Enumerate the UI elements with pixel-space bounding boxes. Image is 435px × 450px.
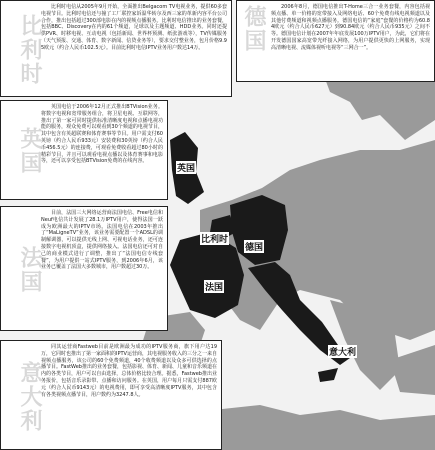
panel-germany-text: 2006年8月，德国电信推出T-Home三合一业务套餐，内容包括视频点播、单一价格的宽带接入及网络电话、60个免费有线电视频道以及其他付费频道和视频点播服务。德国电信的“家庭”套餐的价格约为60.84欧元（约合人民币627元）到90.84欧元（约合人民币935元）之间不等。德国电信计划在2007年年底发展100万IPTV用户，为此，它们将在开发德国国家高宽带光纤接入网络，为用户提供更快的上网服务，实现高清晰电视、流媒体视听电视等“三网合一”。 [271, 4, 430, 51]
panel-italy [0, 340, 222, 450]
side-label-belgium: 比利时 [17, 14, 42, 86]
panel-uk [0, 100, 168, 200]
side-label-germany: 德国 [241, 5, 266, 53]
panel-uk-text: 英国电信于2006年12月正式推出BTVision业务。将数字电视和宽带服务组合，将卫星电视、互联网等，推出了第一家可同时提供标准清晰度电视和点播电视功能的服务，观众免费可以观看到30个频道的电视节目，其中包含有英超联赛和体育赛事等节目。用户需支付60英镑（约合人民币933元）安装费和30英镑（约合人民币456.5元）的连接费，可观看免费收看超过80小时的精彩节目，并且可以观看电视点播以及体育赛事和电影等，还可以享受包括BTVision免费的在线内容。 [41, 104, 163, 165]
panel-france [0, 206, 168, 331]
map-label-uk: 英国 [176, 161, 196, 174]
map-label-germany: 德国 [244, 240, 264, 253]
side-label-uk: 英国 [17, 127, 42, 175]
panel-germany [236, 0, 435, 82]
panel-italy-text: 同其运营商Fastweb目前是欧洲最为成功的IPTV服务商，旗下用户达19万，它同时也推出了第一家面积的IPTV运营商，其电视服务收入的三分之一来自视频点播服务，该公司的60个免费频道，40个收费频道以及众多可供选择的点播节目。FastWeb推出的业务套餐，包括影视、体育、新闻、儿童和音乐频道在内的各类节目，用户可以自由选择，总体价格比较合理。据悉，Fastweb推出业务报价，包括音乐录影带、点播和访问服务。在英国，用户每月只需支付887欧元（约合人民币9143元）的电视费用，即可享受高清晰度IPTV服务，其中包含有各类视频点播节目，用户数约为3247.8人。 [41, 344, 217, 398]
map-label-italy: 意大利 [328, 345, 357, 358]
panel-belgium [0, 0, 232, 97]
side-label-italy: 意大利 [17, 361, 42, 433]
panel-france-text: 目前，法国三大网络运营商法国电信、Free电信和Neuf电信共计发展了28.1万IPTV用户，使得法国一跃成为欧洲最大的IPTV市场。法国电信在2003年推出了“MaLigneTV”业务，该业务需要配置一个ADSL的调制解调器，可以提供无线上网、可视电话业务，还可连接数字电视机顶盒，提供网络接入。法国电信还可对自己的商业模式进行了调整，推出了“法国电信专线套餐”，为用户提供一站式IPTV服务，到2006年6月，该业务已覆盖了法国大多数城市，用户数超过30万。 [41, 210, 163, 271]
map-label-france: 法国 [204, 280, 224, 293]
panel-belgium-text: 比利时电信从2005年9月开始，全面推出Belgacom TV电视业务，提供60多套电视节目。比利时电信还与撞了工厂联控家诉温华转尔及西三家的革新内容平台公司合作，推出包括超过300部电影在内的视频点播服务。比利时电信推出的业务套餐，包括BBC、Discovery在内的61个频道，足球以及主题频道、HDD业务。同时还提供PVR、时移电视、互动电视（包括新闻、世界杯预测、纸张游戏等），TV传媒服务（天气预报、交通、体育、数字新闻、信贷业务等），要求交付整业务，包月价格9.95欧元（约合人民币102.5元）。目前比利时电信IPTV业务用户数达14万。 [41, 4, 227, 51]
map-label-belgium: 比利时 [200, 232, 229, 245]
side-label-france: 法国 [17, 246, 42, 294]
